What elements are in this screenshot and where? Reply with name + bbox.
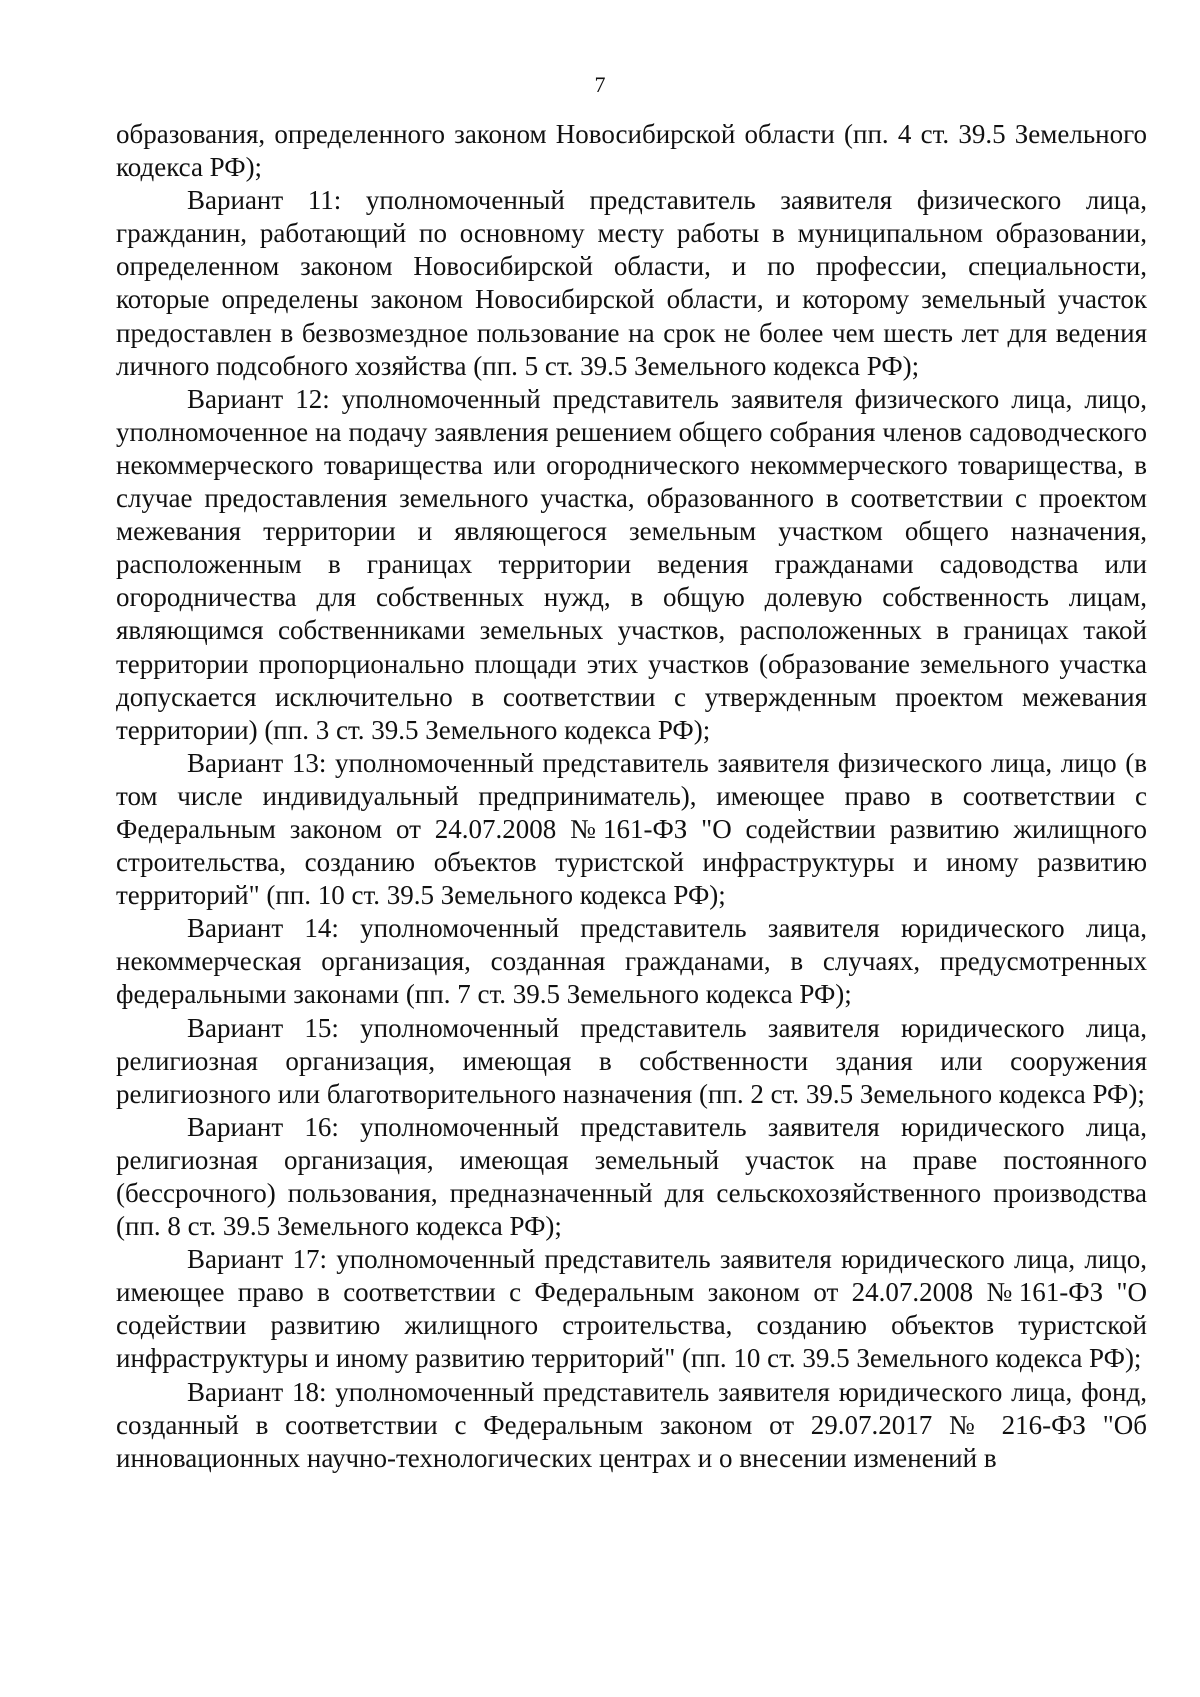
page-number: 7	[594, 72, 606, 97]
document-body	[116, 118, 1147, 1475]
paragraph-variant-18: Вариант 18: уполномоченный представитель заявителя юридического лица, фонд, созданный в соответствии с Федеральным законом от 29.07.2017 № 216-ФЗ "Об инновационных научно-технологических центрах и о внесении изменений в	[116, 1376, 1147, 1473]
paragraph-variant-13: Вариант 13: уполномоченный представитель заявителя физического лица, лицо (в том числе индивидуальный предприниматель), имеющее право в соответствии с Федеральным законом от 24.07.2008 №161-ФЗ "О содействии развитию жилищного строительства, созданию объектов туристской инфраструктуры и иному развитию территорий" (пп. 10 ст. 39.5 Земельного кодекса РФ);	[116, 747, 1147, 911]
paragraph-variant-17: Вариант 17: уполномоченный представитель заявителя юридического лица, лицо, имеющее право в соответствии с Федеральным законом от 24.07.2008 №161-ФЗ "О содействии развитию жилищного строительства, созданию объектов туристской инфраструктуры и иному развитию территорий" (пп. 10 ст. 39.5 Земельного кодекса РФ);	[116, 1244, 1147, 1374]
paragraph-variant-15: Вариант 15: уполномоченный представитель заявителя юридического лица, религиозная организация, имеющая в собственности здания или сооружения религиозного или благотворительного назначения (пп. 2 ст. 39.5 Земельного кодекса РФ);	[116, 1012, 1147, 1109]
paragraph-variant-14: Вариант 14: уполномоченный представитель заявителя юридического лица, некоммерческая организация, созданная гражданами, в случаях, предусмотренных федеральными законами (пп. 7 ст. 39.5 Земельного кодекса РФ);	[116, 913, 1147, 1010]
paragraph-continuation: образования, определенного законом Новосибирской области (пп. 4 ст. 39.5 Земельного кодекса РФ);	[116, 119, 1147, 183]
paragraph-variant-12: Вариант 12: уполномоченный представитель заявителя физического лица, лицо, уполномоченное на подачу заявления решением общего собрания членов садоводческого некоммерческого товарищества или огороднического некоммерческого товарищества, в случае предоставления земельного участка, образованного в соответствии с проектом межевания территории и являющегося земельным участком общего назначения, расположенным в границах территории ведения гражданами садоводства или огородничества для собственных нужд, в общую долевую собственность лицам, являющимся собственниками земельных участков, расположенных в границах такой территории пропорционально площади этих участков (образование земельного участка допускается исключительно в соответствии с утвержденным проектом межевания территории) (пп. 3 ст. 39.5 Земельного кодекса РФ);	[116, 383, 1147, 745]
paragraph-variant-11: Вариант 11: уполномоченный представитель заявителя физического лица, гражданин, работающий по основному месту работы в муниципальном образовании, определенном законом Новосибирской области, и по профессии, специальности, которые определены законом Новосибирской области, и которому земельный участок предоставлен в безвозмездное пользование на срок не более чем шесть лет для ведения личного подсобного хозяйства (пп. 5 ст. 39.5 Земельного кодекса РФ);	[116, 185, 1147, 381]
paragraph-variant-16: Вариант 16: уполномоченный представитель заявителя юридического лица, религиозная организация, имеющая земельный участок на праве постоянного (бессрочного) пользования, предназначенный для сельскохозяйственного производства (пп. 8 ст. 39.5 Земельного кодекса РФ);	[116, 1111, 1147, 1242]
